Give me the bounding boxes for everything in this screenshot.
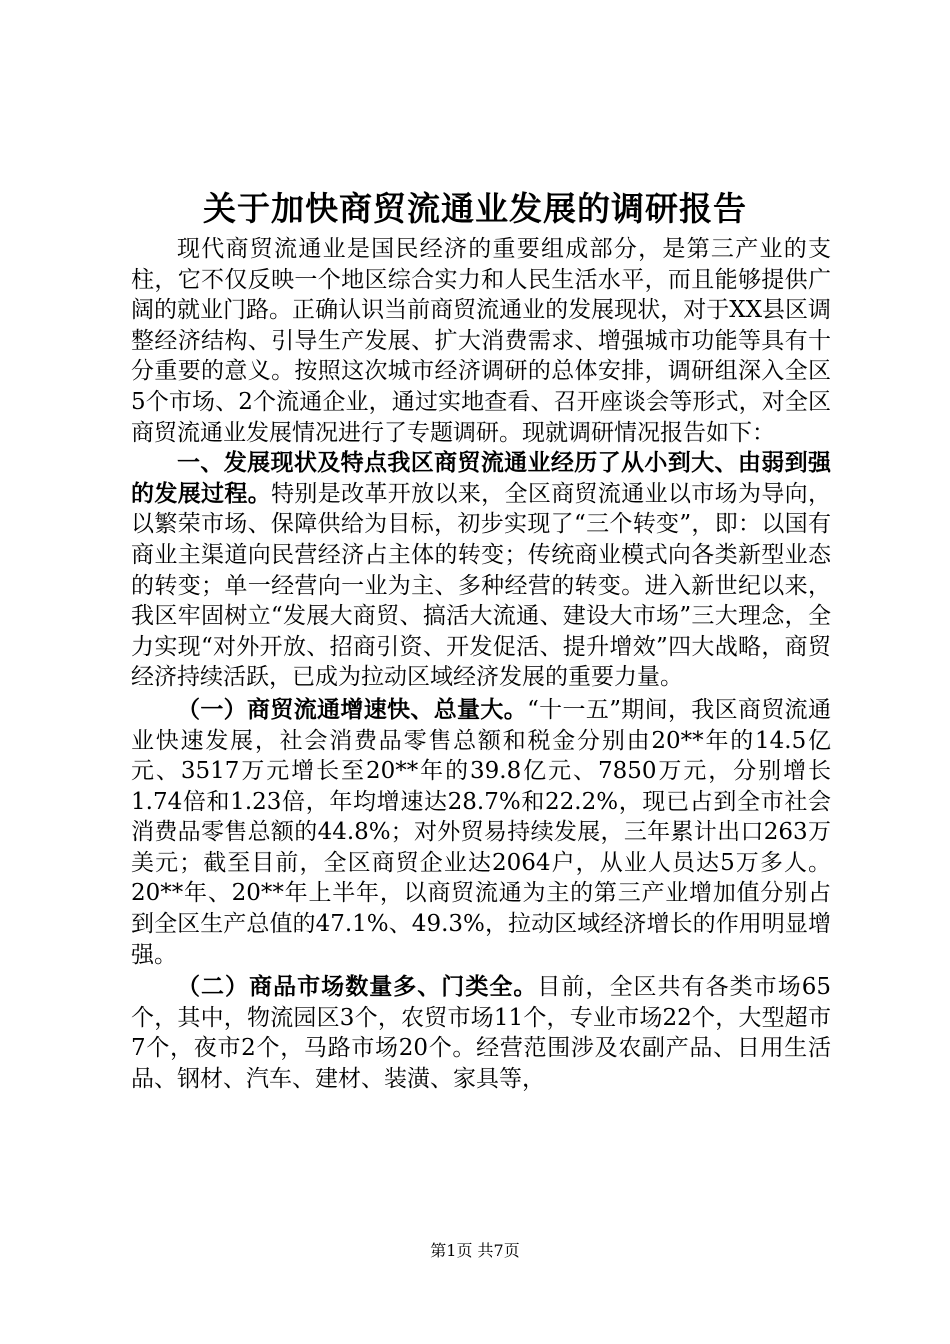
subsection-1-text: “十一五”期间，我区商贸流通业快速发展，社会消费品零售总额和税金分别由20**年的14.5亿元、3517万元增长至20**年的39.8亿元、7850万元，分别增长1.74倍和1.23倍，年均增速达28.7%和22.2%，现已占到全市社会消费品零售总额的44.8%；对外贸易持续发展，三年累计出口263万美元；截至目前，全区商贸企业达2064户，从业人员达5万多人。20**年、20**年上半年，以商贸流通为主的第三产业增加值分别占到全区生产总值的47.1%、49.3%，拉动区域经济增长的作用明显增强。 [131,696,831,968]
subsection-1-heading: （一）商贸流通增速快、总量大。 [177,695,528,723]
subsection-2-heading: （二）商品市场数量多、门类全。 [177,973,538,1001]
subsection-2-text: 目前，全区共有各类市场65个，其中，物流园区3个，农贸市场11个，专业市场22个，大型超市7个，夜市2个，马路市场20个。经营范围涉及农副产品、日用生活品、钢材、汽车、建材、装潢、家具等， [131,974,831,1093]
page-footer: 第1页 共7页 [430,1241,520,1260]
document-title: 关于加快商贸流通业发展的调研报告 [203,189,747,228]
paragraph-subsection-2 [131,972,831,1094]
section-1-heading: 一、发展现状及特点我区商贸流通业经历了从小到大、由弱到强的发展过程。 [131,449,831,507]
paragraph-subsection-1 [131,695,831,970]
paragraph-intro: 现代商贸流通业是国民经济的重要组成部分，是第三产业的支柱，它不仅反映一个地区综合实力和人民生活水平，而且能够提供广阔的就业门路。正确认识当前商贸流通业的发展现状，对于XX县区调整经济结构、引导生产发展、扩大消费需求、增强城市功能等具有十分重要的意义。按照这次城市经济调研的总体安排，调研组深入全区5个市场、2个流通企业，通过实地查看、召开座谈会等形式，对全区商贸流通业发展情况进行了专题调研。现就调研情况报告如下： [131,236,831,446]
paragraph-section-1 [131,448,831,693]
section-1-text: 特别是改革开放以来，全区商贸流通业以市场为导向，以繁荣市场、保障供给为目标，初步实现了“三个转变”，即：以国有商业主渠道向民营经济占主体的转变；传统商业模式向各类新型业态的转变；单一经营向一业为主、多种经营的转变。进入新世纪以来，我区牢固树立“发展大商贸、搞活大流通、建设大市场”三大理念，全力实现“对外开放、招商引资、开发促活、提升增效”四大战略，商贸经济持续活跃，已成为拉动区域经济发展的重要力量。 [131,480,832,691]
document-body [131,234,831,1095]
